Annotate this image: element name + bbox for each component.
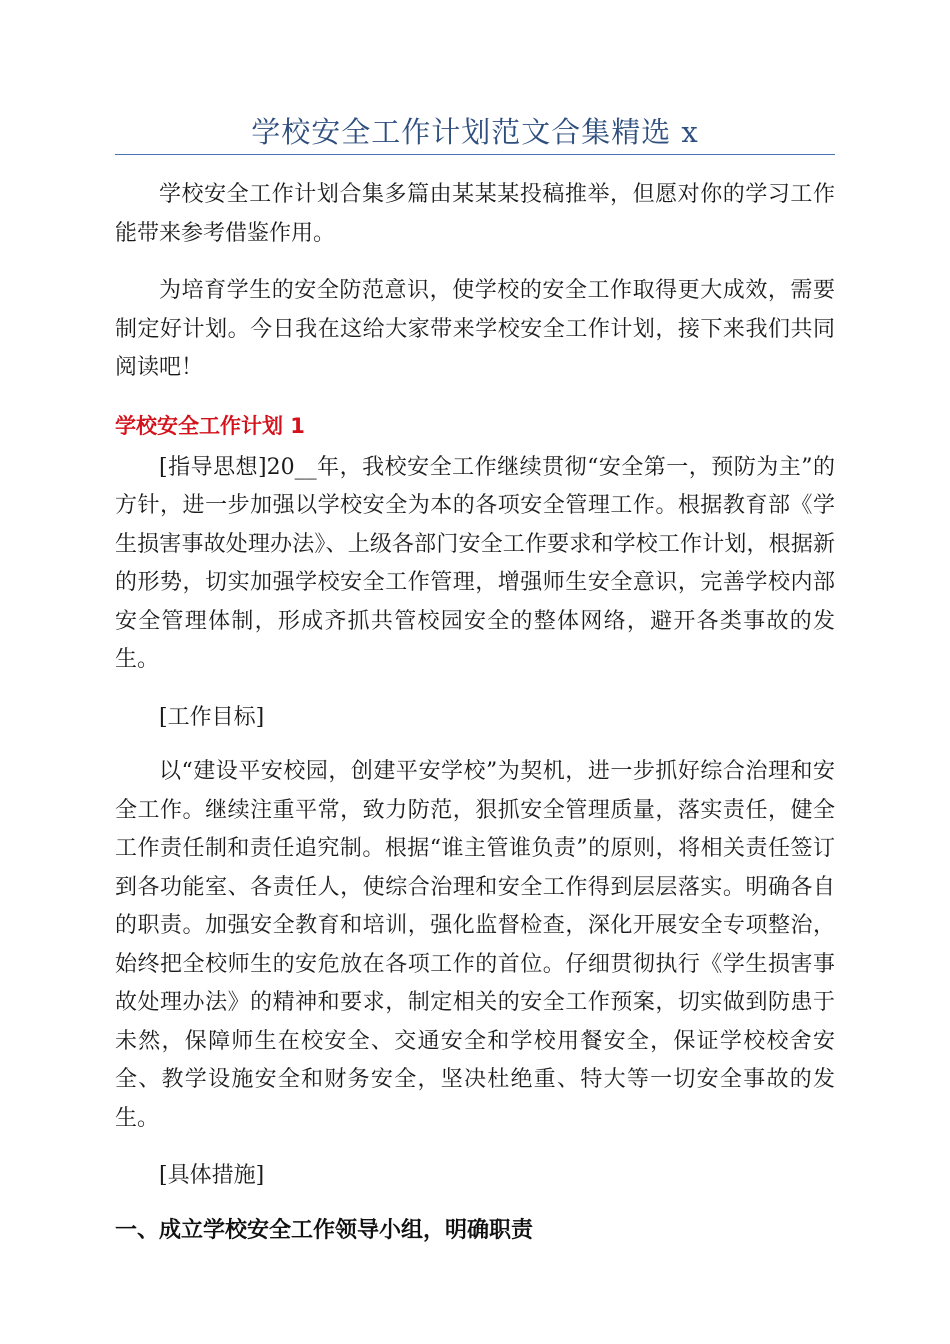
document-body [115,176,835,1250]
measures-label: [具体措施] [159,1163,265,1188]
guiding-thought-paragraph: [指导思想]20__年，我校安全工作继续贯彻“安全第一，预防为主”的方针，进一步加强以学校安全为本的各项安全管理工作。根据教育部《学生损害事故处理办法》、上级各部门安全工作要求和学校工作计划，根据新的形势，切实加强学校安全工作管理，增强师生安全意识，完善学校内部安全管理体制，形成齐抓共管校园安全的整体网络，避开各类事故的发生。 [115,454,835,672]
intro-paragraph-1: 学校安全工作计划合集多篇由某某某投稿推举，但愿对你的学习工作能带来参考借鉴作用。 [115,182,835,246]
document-title: 学校安全工作计划范文合集精选 x [251,115,699,149]
goal-label: [工作目标] [159,704,265,730]
intro-paragraph-2: 为培育学生的安全防范意识，使学校的安全工作取得更大成效，需要制定好计划。今日我在这给大家带来学校安全工作计划，接下来我们共同阅读吧！ [115,278,835,380]
goal-paragraph: 以“建设平安校园，创建平安学校”为契机，进一步抓好综合治理和安全工作。继续注重平常，致力防范，狠抓安全管理质量，落实责任，健全工作责任制和责任追究制。根据“谁主管谁负责”的原则，将相关责任签订到各功能室、各责任人，使综合治理和安全工作得到层层落实。明确各自的职责。加强安全教育和培训，强化监督检查，深化开展安全专项整治，始终把全校师生的安危放在各项工作的首位。仔细贯彻执行《学生损害事故处理办法》的精神和要求，制定相关的安全工作预案，切实做到防患于未然，保障师生在校安全、交通安全和学校用餐安全，保证学校校舍安全、教学设施安全和财务安全，坚决杜绝重、特大等一切安全事故的发生。 [115,759,835,1131]
title-underline [115,154,835,155]
measure-1-heading: 一、成立学校安全工作领导小组，明确职责 [115,1217,534,1243]
section-heading: 学校安全工作计划 1 [115,413,305,438]
